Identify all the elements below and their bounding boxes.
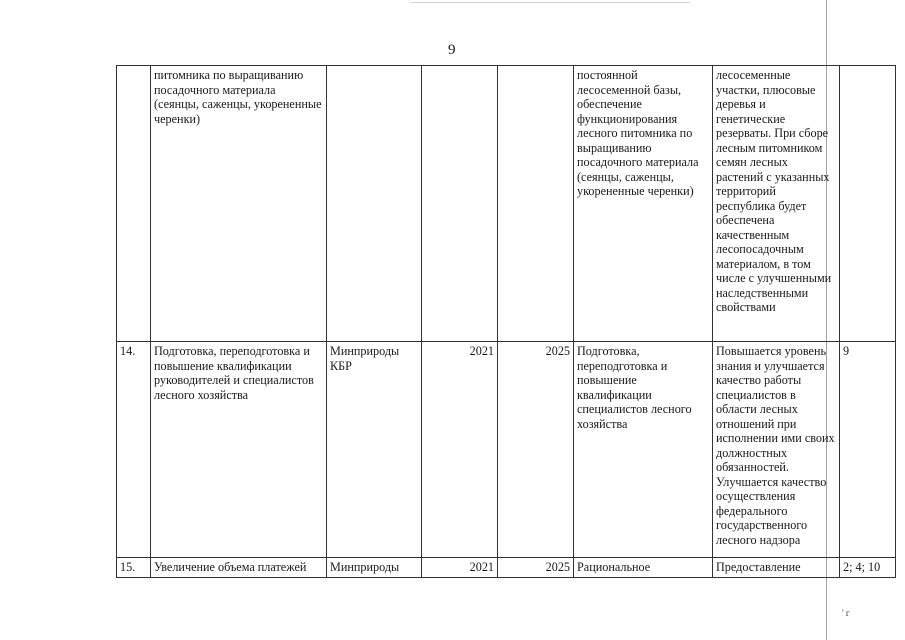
measure-name: Подготовка, переподготовка и повышение квалификации руководителей и специалистов лесного хозяйства bbox=[151, 342, 327, 558]
margin-mark: ' г bbox=[842, 608, 850, 618]
effect-description: Предоставление bbox=[713, 558, 840, 578]
linked-indicators bbox=[840, 66, 896, 342]
table-row bbox=[117, 66, 896, 342]
executor: Минприроды КБР bbox=[327, 342, 422, 558]
row-number bbox=[117, 66, 151, 342]
executor: Минприроды bbox=[327, 558, 422, 578]
end-year: 2025 bbox=[498, 342, 574, 558]
table-row bbox=[117, 342, 896, 558]
table-row bbox=[117, 558, 896, 578]
page-number: 9 bbox=[448, 42, 456, 58]
row-number: 15. bbox=[117, 558, 151, 578]
start-year: 2021 bbox=[422, 342, 498, 558]
expected-result: Подготовка, переподготовка и повышение квалификации специалистов лесного хозяйства bbox=[574, 342, 713, 558]
measure-name: питомника по выращиванию посадочного материала (сеянцы, саженцы, укорененные черенки) bbox=[151, 66, 327, 342]
executor bbox=[327, 66, 422, 342]
end-year bbox=[498, 66, 574, 342]
measures-table bbox=[116, 65, 896, 578]
scan-top-dash bbox=[410, 2, 690, 3]
measure-name: Увеличение объема платежей bbox=[151, 558, 327, 578]
linked-indicators: 2; 4; 10 bbox=[840, 558, 896, 578]
expected-result: Рациональное bbox=[574, 558, 713, 578]
effect-description: Повышается уровень знания и улучшается качество работы специалистов в области лесных отношений при исполнении ими своих должностных обязанностей. Улучшается качество осуществления федерального государственного лесного надзора bbox=[713, 342, 840, 558]
linked-indicators: 9 bbox=[840, 342, 896, 558]
expected-result: постоянной лесосеменной базы, обеспечение функционирования лесного питомника по выращиванию посадочного материала (сеянцы, саженцы, укорененные черенки) bbox=[574, 66, 713, 342]
effect-description: лесосеменные участки, плюсовые деревья и генетические резерваты. При сборе лесным питомником семян лесных растений с указанных территорий республика будет обеспечена качественным лесопосадочным материалом, в том числе с улучшенными наследственными свойствами bbox=[713, 66, 840, 342]
start-year bbox=[422, 66, 498, 342]
row-number: 14. bbox=[117, 342, 151, 558]
start-year: 2021 bbox=[422, 558, 498, 578]
end-year: 2025 bbox=[498, 558, 574, 578]
